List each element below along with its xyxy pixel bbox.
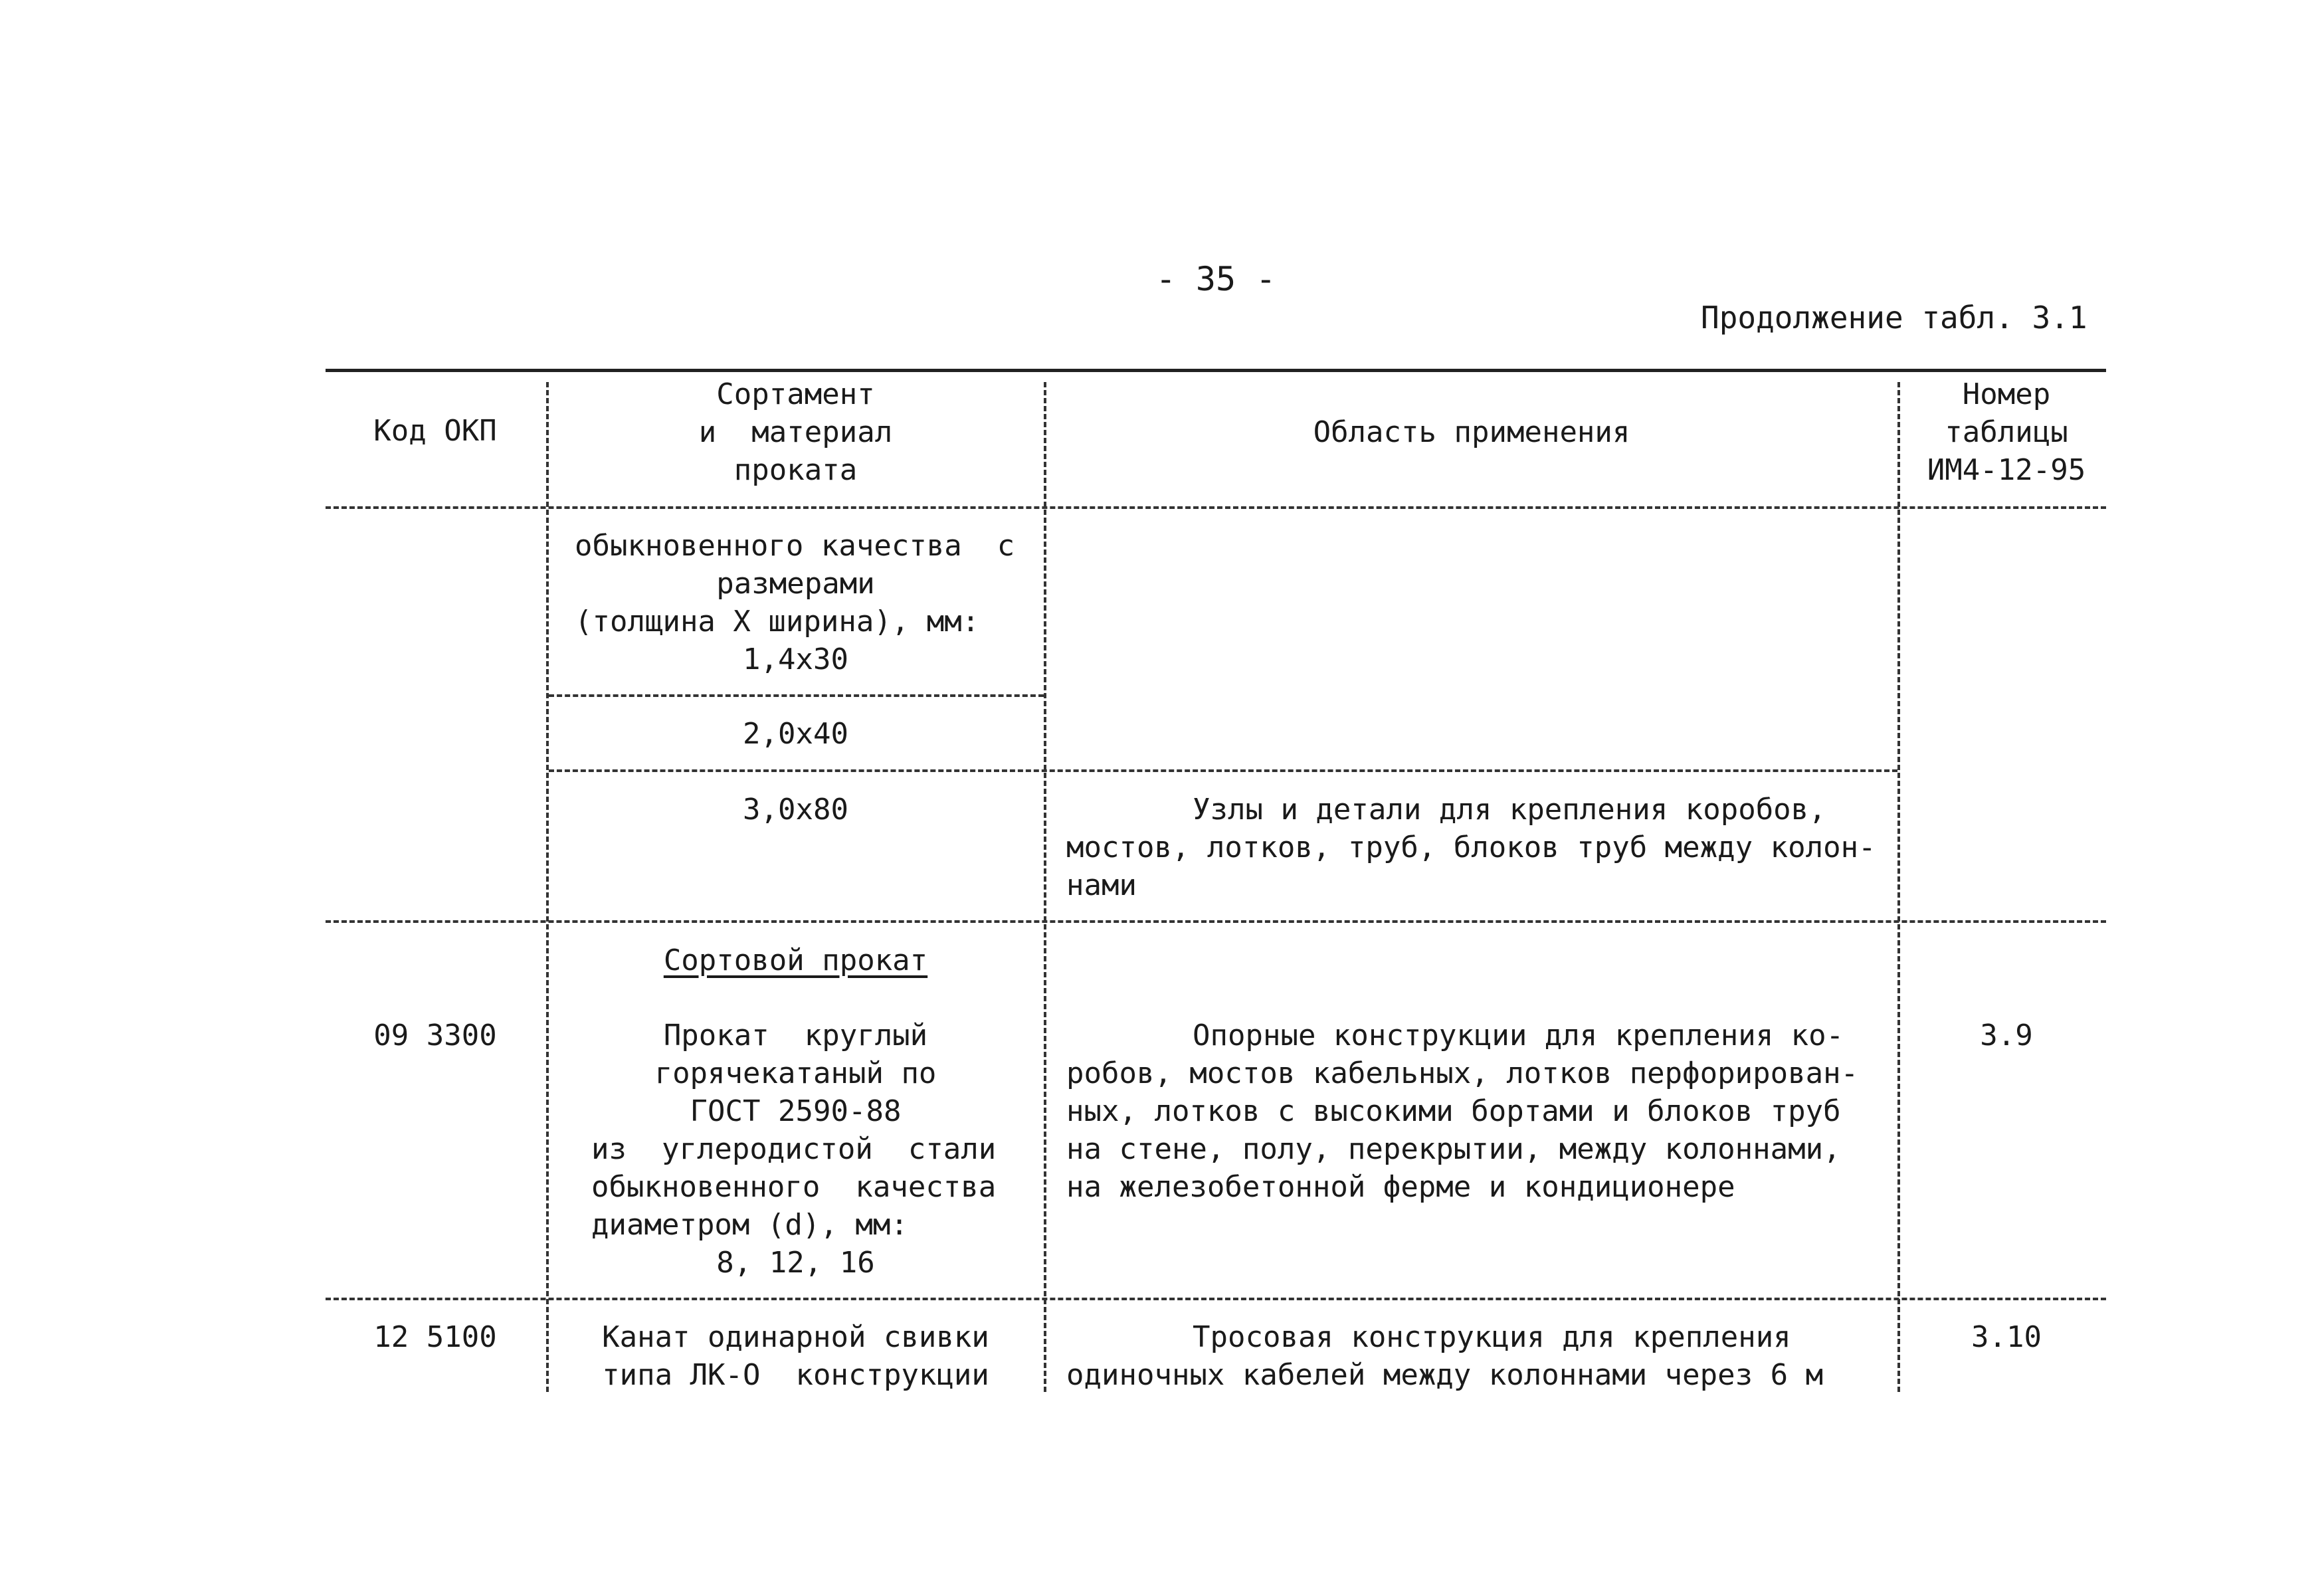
application-line: нами bbox=[1066, 868, 1137, 902]
size-value: 2,0х40 bbox=[743, 717, 848, 751]
assortment-line: 8, 12, 16 bbox=[716, 1246, 875, 1280]
application-line: робов, мостов кабельных, лотков перфорирован- bbox=[1066, 1056, 1859, 1090]
header-application: Область применения bbox=[1313, 415, 1630, 449]
size-value: 3,0х80 bbox=[743, 793, 848, 827]
application-line: Узлы и детали для крепления коробов, bbox=[1193, 793, 1826, 827]
header-code: Код ОКП bbox=[373, 414, 497, 448]
header-table-no-line3: ИМ4-12-95 bbox=[1927, 453, 2086, 487]
application-line: одиночных кабелей между колоннами через 6 м bbox=[1066, 1358, 1824, 1392]
header-divider bbox=[326, 506, 2106, 509]
application-line: мостов, лотков, труб, блоков труб между колон- bbox=[1066, 831, 1876, 864]
header-assortment-line2: и материал bbox=[698, 415, 893, 449]
table-caption: Продолжение табл. 3.1 bbox=[1701, 300, 2087, 336]
section-title: Сортовой прокат bbox=[663, 943, 928, 977]
assortment-line: горячекатаный по bbox=[654, 1056, 937, 1090]
header-table-no-line2: таблицы bbox=[1945, 415, 2068, 449]
sub-divider bbox=[549, 694, 1044, 697]
assortment-line: диаметром (d), мм: bbox=[591, 1208, 908, 1242]
okp-code: 12 5100 bbox=[373, 1320, 497, 1354]
page-number: - 35 - bbox=[1155, 260, 1276, 298]
header-table-no-line1: Номер bbox=[1962, 377, 2051, 411]
application-line: Опорные конструкции для крепления ко- bbox=[1193, 1019, 1844, 1052]
header-assortment-line3: проката bbox=[733, 453, 858, 487]
assortment-line: (толщина X ширина), мм: bbox=[575, 605, 980, 639]
row-divider bbox=[326, 1298, 2106, 1300]
sub-divider bbox=[549, 769, 1897, 772]
size-value: 1,4х30 bbox=[743, 642, 848, 676]
assortment-line: ГОСТ 2590-88 bbox=[690, 1094, 902, 1128]
application-line: Тросовая конструкция для крепления bbox=[1193, 1320, 1791, 1354]
assortment-line: типа ЛК-О конструкции bbox=[602, 1358, 989, 1392]
application-line: на стене, полу, перекрытии, между колоннами, bbox=[1066, 1132, 1841, 1166]
okp-code: 09 3300 bbox=[373, 1019, 497, 1052]
column-separator-3 bbox=[1897, 382, 1900, 1392]
header-assortment-line1: Сортамент bbox=[716, 377, 875, 411]
application-line: на железобетонной ферме и кондиционере bbox=[1066, 1170, 1735, 1204]
application-line: ных, лотков с высокими бортами и блоков труб bbox=[1066, 1094, 1841, 1128]
assortment-line: из углеродистой стали bbox=[591, 1132, 997, 1166]
assortment-line: обыкновенного качества с bbox=[575, 529, 1015, 563]
row-divider bbox=[326, 920, 2106, 923]
column-separator-1 bbox=[546, 382, 549, 1392]
table-top-rule bbox=[326, 369, 2106, 372]
table-number: 3.9 bbox=[1980, 1019, 2033, 1052]
table-number: 3.10 bbox=[1971, 1320, 2042, 1354]
assortment-line: обыкновенного качества bbox=[591, 1170, 997, 1204]
column-separator-2 bbox=[1044, 382, 1046, 1392]
assortment-line: Канат одинарной свивки bbox=[602, 1320, 989, 1354]
assortment-line: Прокат круглый bbox=[663, 1019, 928, 1052]
assortment-line: размерами bbox=[716, 567, 875, 601]
